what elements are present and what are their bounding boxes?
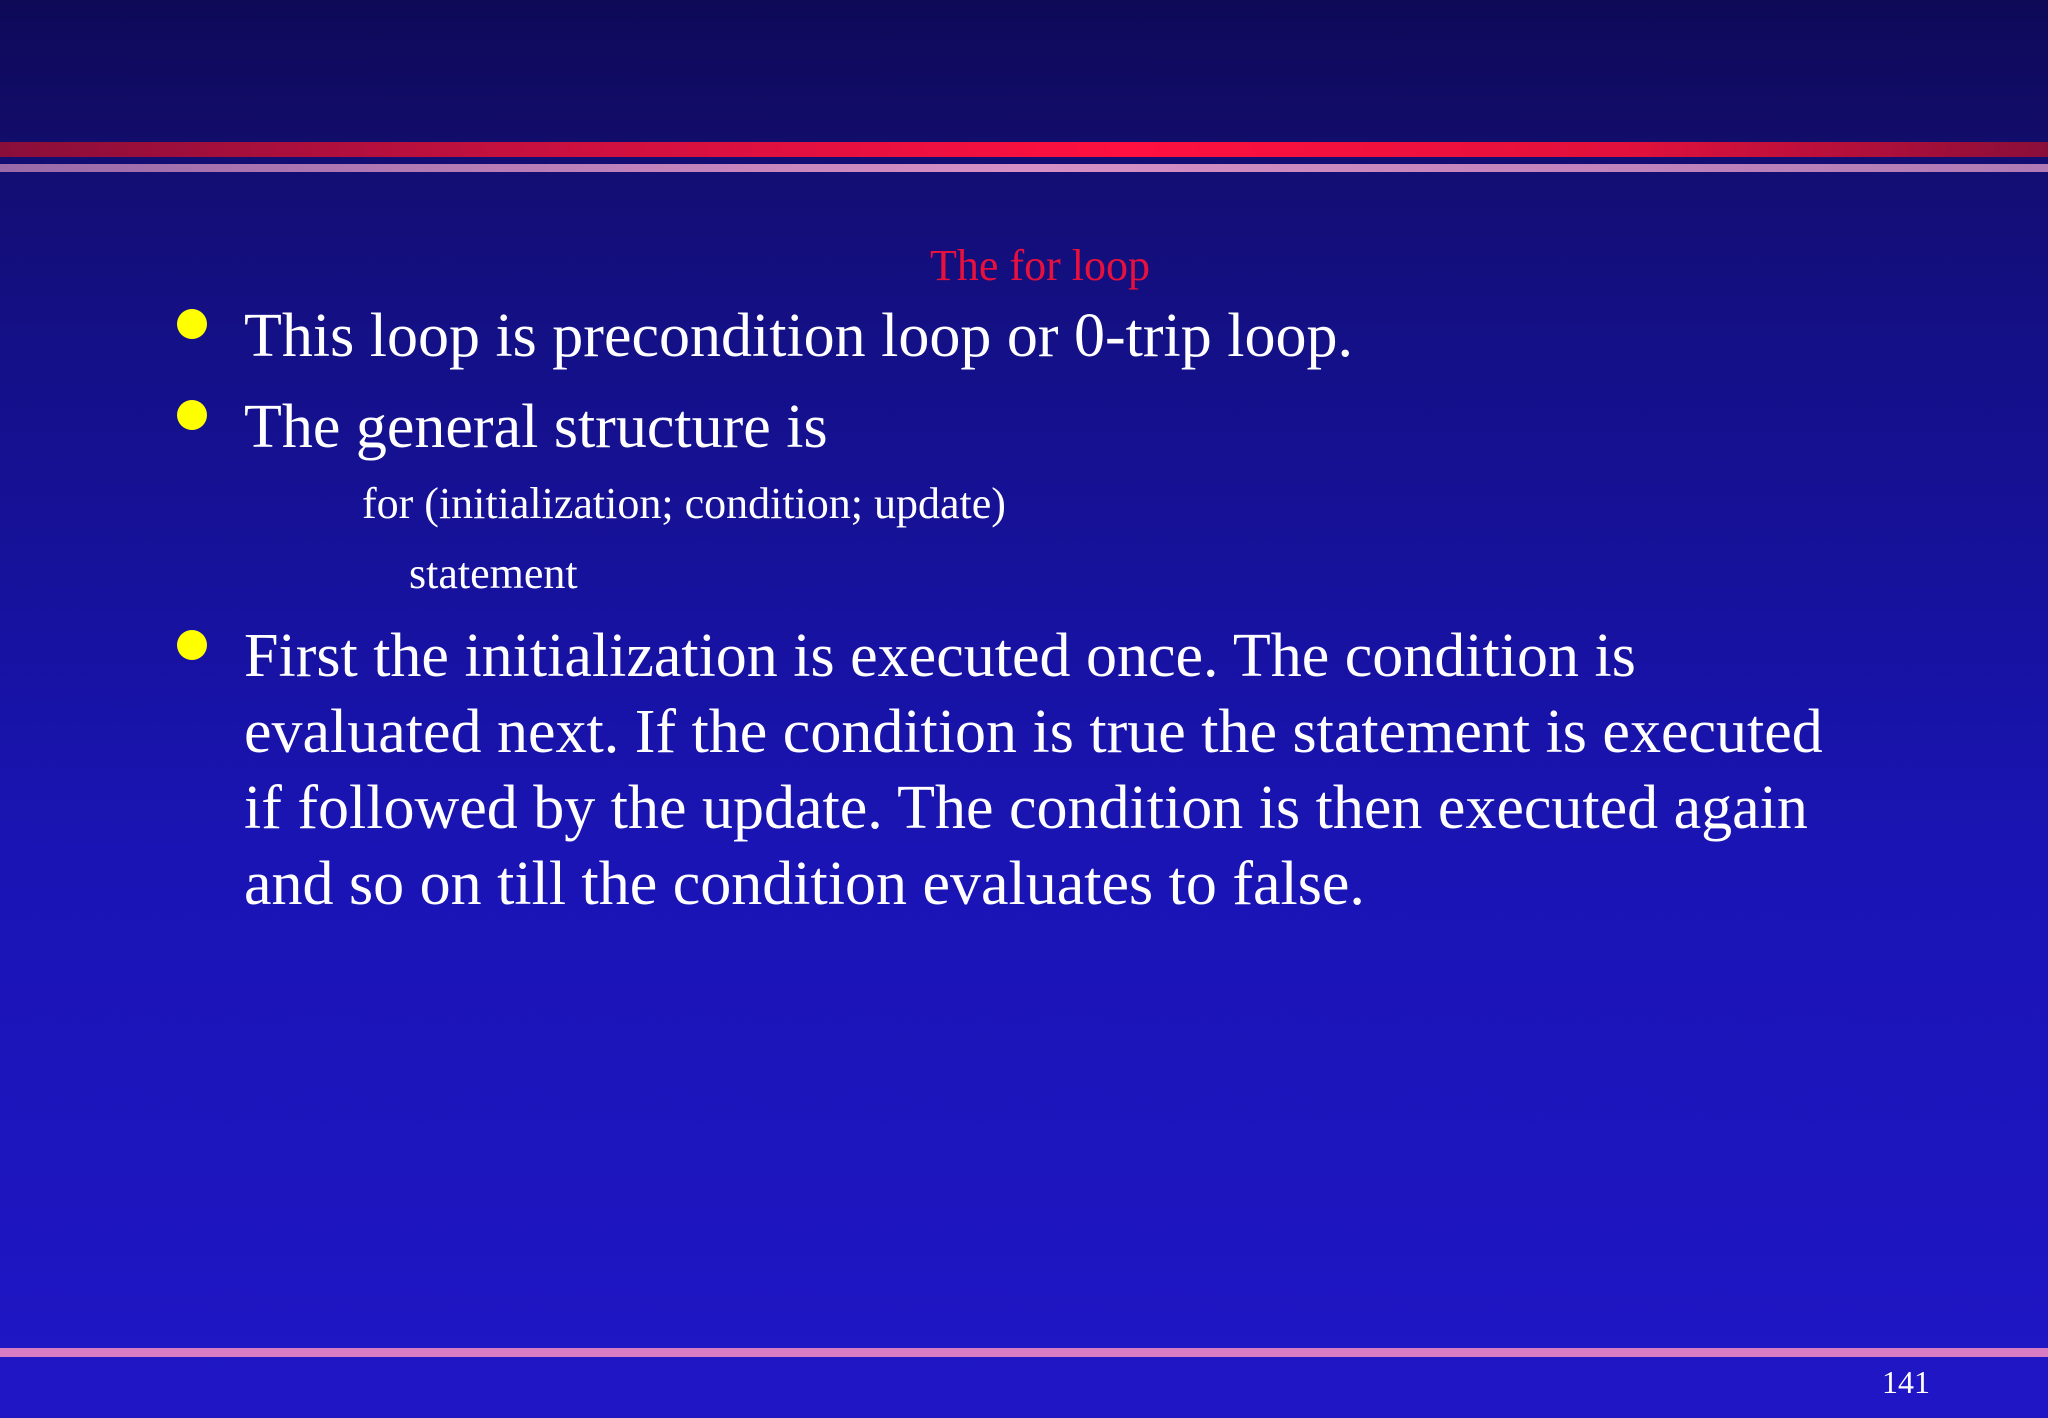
page-number: 141 bbox=[1882, 1364, 1930, 1400]
bullet-1-marker bbox=[177, 309, 207, 339]
header-red-rule bbox=[0, 142, 2048, 157]
bullet-3-line-3: if followed by the update. The condition is then executed again bbox=[244, 774, 1808, 842]
code-line-for: for (initialization; condition; update) bbox=[362, 479, 1006, 528]
header-band bbox=[0, 0, 2048, 142]
bullet-2-text: The general structure is bbox=[244, 393, 828, 461]
slide-title: The for loop bbox=[930, 241, 1150, 290]
code-line-statement: statement bbox=[409, 549, 578, 598]
header-pink-rule bbox=[0, 164, 2048, 172]
bullet-1-text: This loop is precondition loop or 0-trip loop. bbox=[244, 302, 1354, 370]
bullet-3-line-2: evaluated next. If the condition is true the statement is executed bbox=[244, 698, 1823, 766]
bullet-3-line-4: and so on till the condition evaluates to false. bbox=[244, 850, 1365, 918]
bullet-2-marker bbox=[177, 400, 207, 430]
bullet-3-line-1: First the initialization is executed once. The condition is bbox=[244, 622, 1636, 690]
footer-pink-rule bbox=[0, 1348, 2048, 1357]
bullet-3-marker bbox=[177, 630, 207, 660]
